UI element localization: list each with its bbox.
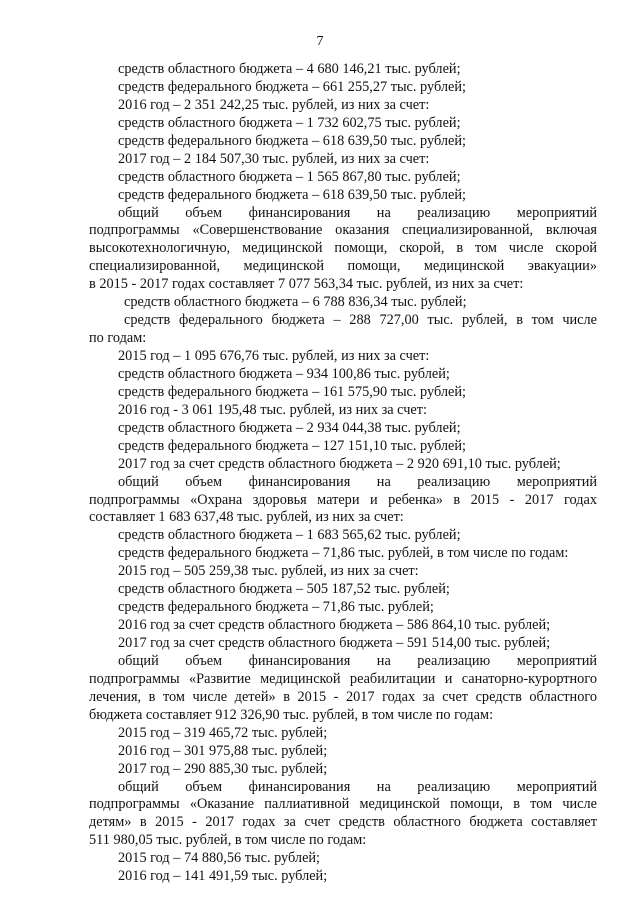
- text-line: средств федерального бюджета – 161 575,90 тыс. рублей;: [118, 383, 466, 400]
- text-line: средств областного бюджета – 1 683 565,62 тыс. рублей;: [118, 527, 461, 544]
- text-line: общий объем финансирования на реализацию мероприятий: [118, 204, 597, 221]
- text-line: средств областного бюджета – 505 187,52 тыс. рублей;: [118, 581, 450, 598]
- text-line: 2016 год - 3 061 195,48 тыс. рублей, из них за счет:: [118, 401, 427, 418]
- text-line: средств федерального бюджета – 618 639,50 тыс. рублей;: [118, 186, 466, 203]
- text-line: подпрограммы «Совершенствование оказания специализированной, включая: [89, 222, 597, 239]
- text-line: в 2015 - 2017 годах составляет 7 077 563,34 тыс. рублей, из них за счет:: [89, 276, 524, 293]
- text-line: по годам:: [89, 330, 147, 347]
- text-line: 2016 год – 301 975,88 тыс. рублей;: [118, 742, 328, 759]
- text-line: 2015 год – 319 465,72 тыс. рублей;: [118, 724, 328, 741]
- text-line: 2015 год – 74 880,56 тыс. рублей;: [118, 850, 321, 867]
- text-line: 2016 год за счет средств областного бюджета – 586 864,10 тыс. рублей;: [118, 617, 551, 634]
- text-line: подпрограммы «Развитие медицинской реабилитации и санаторно-курортного: [89, 670, 597, 687]
- text-line: 2016 год – 141 491,59 тыс. рублей;: [118, 868, 328, 885]
- text-line: специализированной, медицинской помощи, медицинской эвакуации»: [89, 258, 597, 275]
- text-line: подпрограммы «Оказание паллиативной медицинской помощи, в том числе: [89, 796, 597, 813]
- text-line: общий объем финансирования на реализацию мероприятий: [118, 652, 597, 669]
- page-number: 7: [316, 34, 324, 49]
- text-line: средств федерального бюджета – 661 255,27 тыс. рублей;: [118, 78, 466, 95]
- text-line: 2015 год – 505 259,38 тыс. рублей, из них за счет:: [118, 563, 419, 580]
- text-line: средств федерального бюджета – 71,86 тыс. рублей, в том числе по годам:: [118, 545, 569, 562]
- text-line: бюджета составляет 912 326,90 тыс. рублей, в том числе по годам:: [89, 706, 494, 723]
- text-line: средств областного бюджета – 4 680 146,21 тыс. рублей;: [118, 61, 461, 77]
- text-line: 511 980,05 тыс. рублей, в том числе по годам:: [89, 832, 367, 849]
- text-line: лечения, в том числе детей» в 2015 - 2017 годах за счет средств областного: [89, 688, 597, 705]
- text-line: 2017 год – 290 885,30 тыс. рублей;: [118, 760, 328, 777]
- text-line: средств областного бюджета – 934 100,86 тыс. рублей;: [118, 365, 450, 382]
- text-line: общий объем финансирования на реализацию мероприятий: [118, 473, 597, 490]
- text-line: средств областного бюджета – 6 788 836,34 тыс. рублей;: [124, 294, 467, 311]
- text-line: средств федерального бюджета – 288 727,00 тыс. рублей, в том числе: [124, 312, 597, 329]
- document-body: [89, 61, 597, 886]
- text-line: средств областного бюджета – 1 732 602,75 тыс. рублей;: [118, 114, 461, 131]
- text-line: 2017 год – 2 184 507,30 тыс. рублей, из них за счет:: [118, 150, 430, 167]
- text-line: средств федерального бюджета – 71,86 тыс. рублей;: [118, 599, 434, 616]
- text-line: детям» в 2015 - 2017 годах за счет средств областного бюджета составляет: [89, 814, 597, 831]
- text-line: 2017 год за счет средств областного бюджета – 591 514,00 тыс. рублей;: [118, 635, 551, 651]
- text-line: общий объем финансирования на реализацию мероприятий: [118, 778, 597, 795]
- text-line: средств федерального бюджета – 618 639,50 тыс. рублей;: [118, 132, 466, 149]
- text-line: средств областного бюджета – 2 934 044,38 тыс. рублей;: [118, 419, 461, 436]
- text-line: составляет 1 683 637,48 тыс. рублей, из них за счет:: [89, 509, 404, 526]
- text-line: 2015 год – 1 095 676,76 тыс. рублей, из них за счет:: [118, 348, 430, 364]
- text-line: подпрограммы «Охрана здоровья матери и ребенка» в 2015 - 2017 годах: [89, 491, 597, 508]
- text-line: высокотехнологичную, медицинской помощи, скорой, в том числе скорой: [89, 240, 597, 257]
- text-line: 2017 год за счет средств областного бюджета – 2 920 691,10 тыс. рублей;: [118, 455, 561, 472]
- text-line: средств областного бюджета – 1 565 867,80 тыс. рублей;: [118, 168, 461, 185]
- text-line: средств федерального бюджета – 127 151,10 тыс. рублей;: [118, 437, 466, 454]
- text-line: 2016 год – 2 351 242,25 тыс. рублей, из них за счет:: [118, 96, 430, 113]
